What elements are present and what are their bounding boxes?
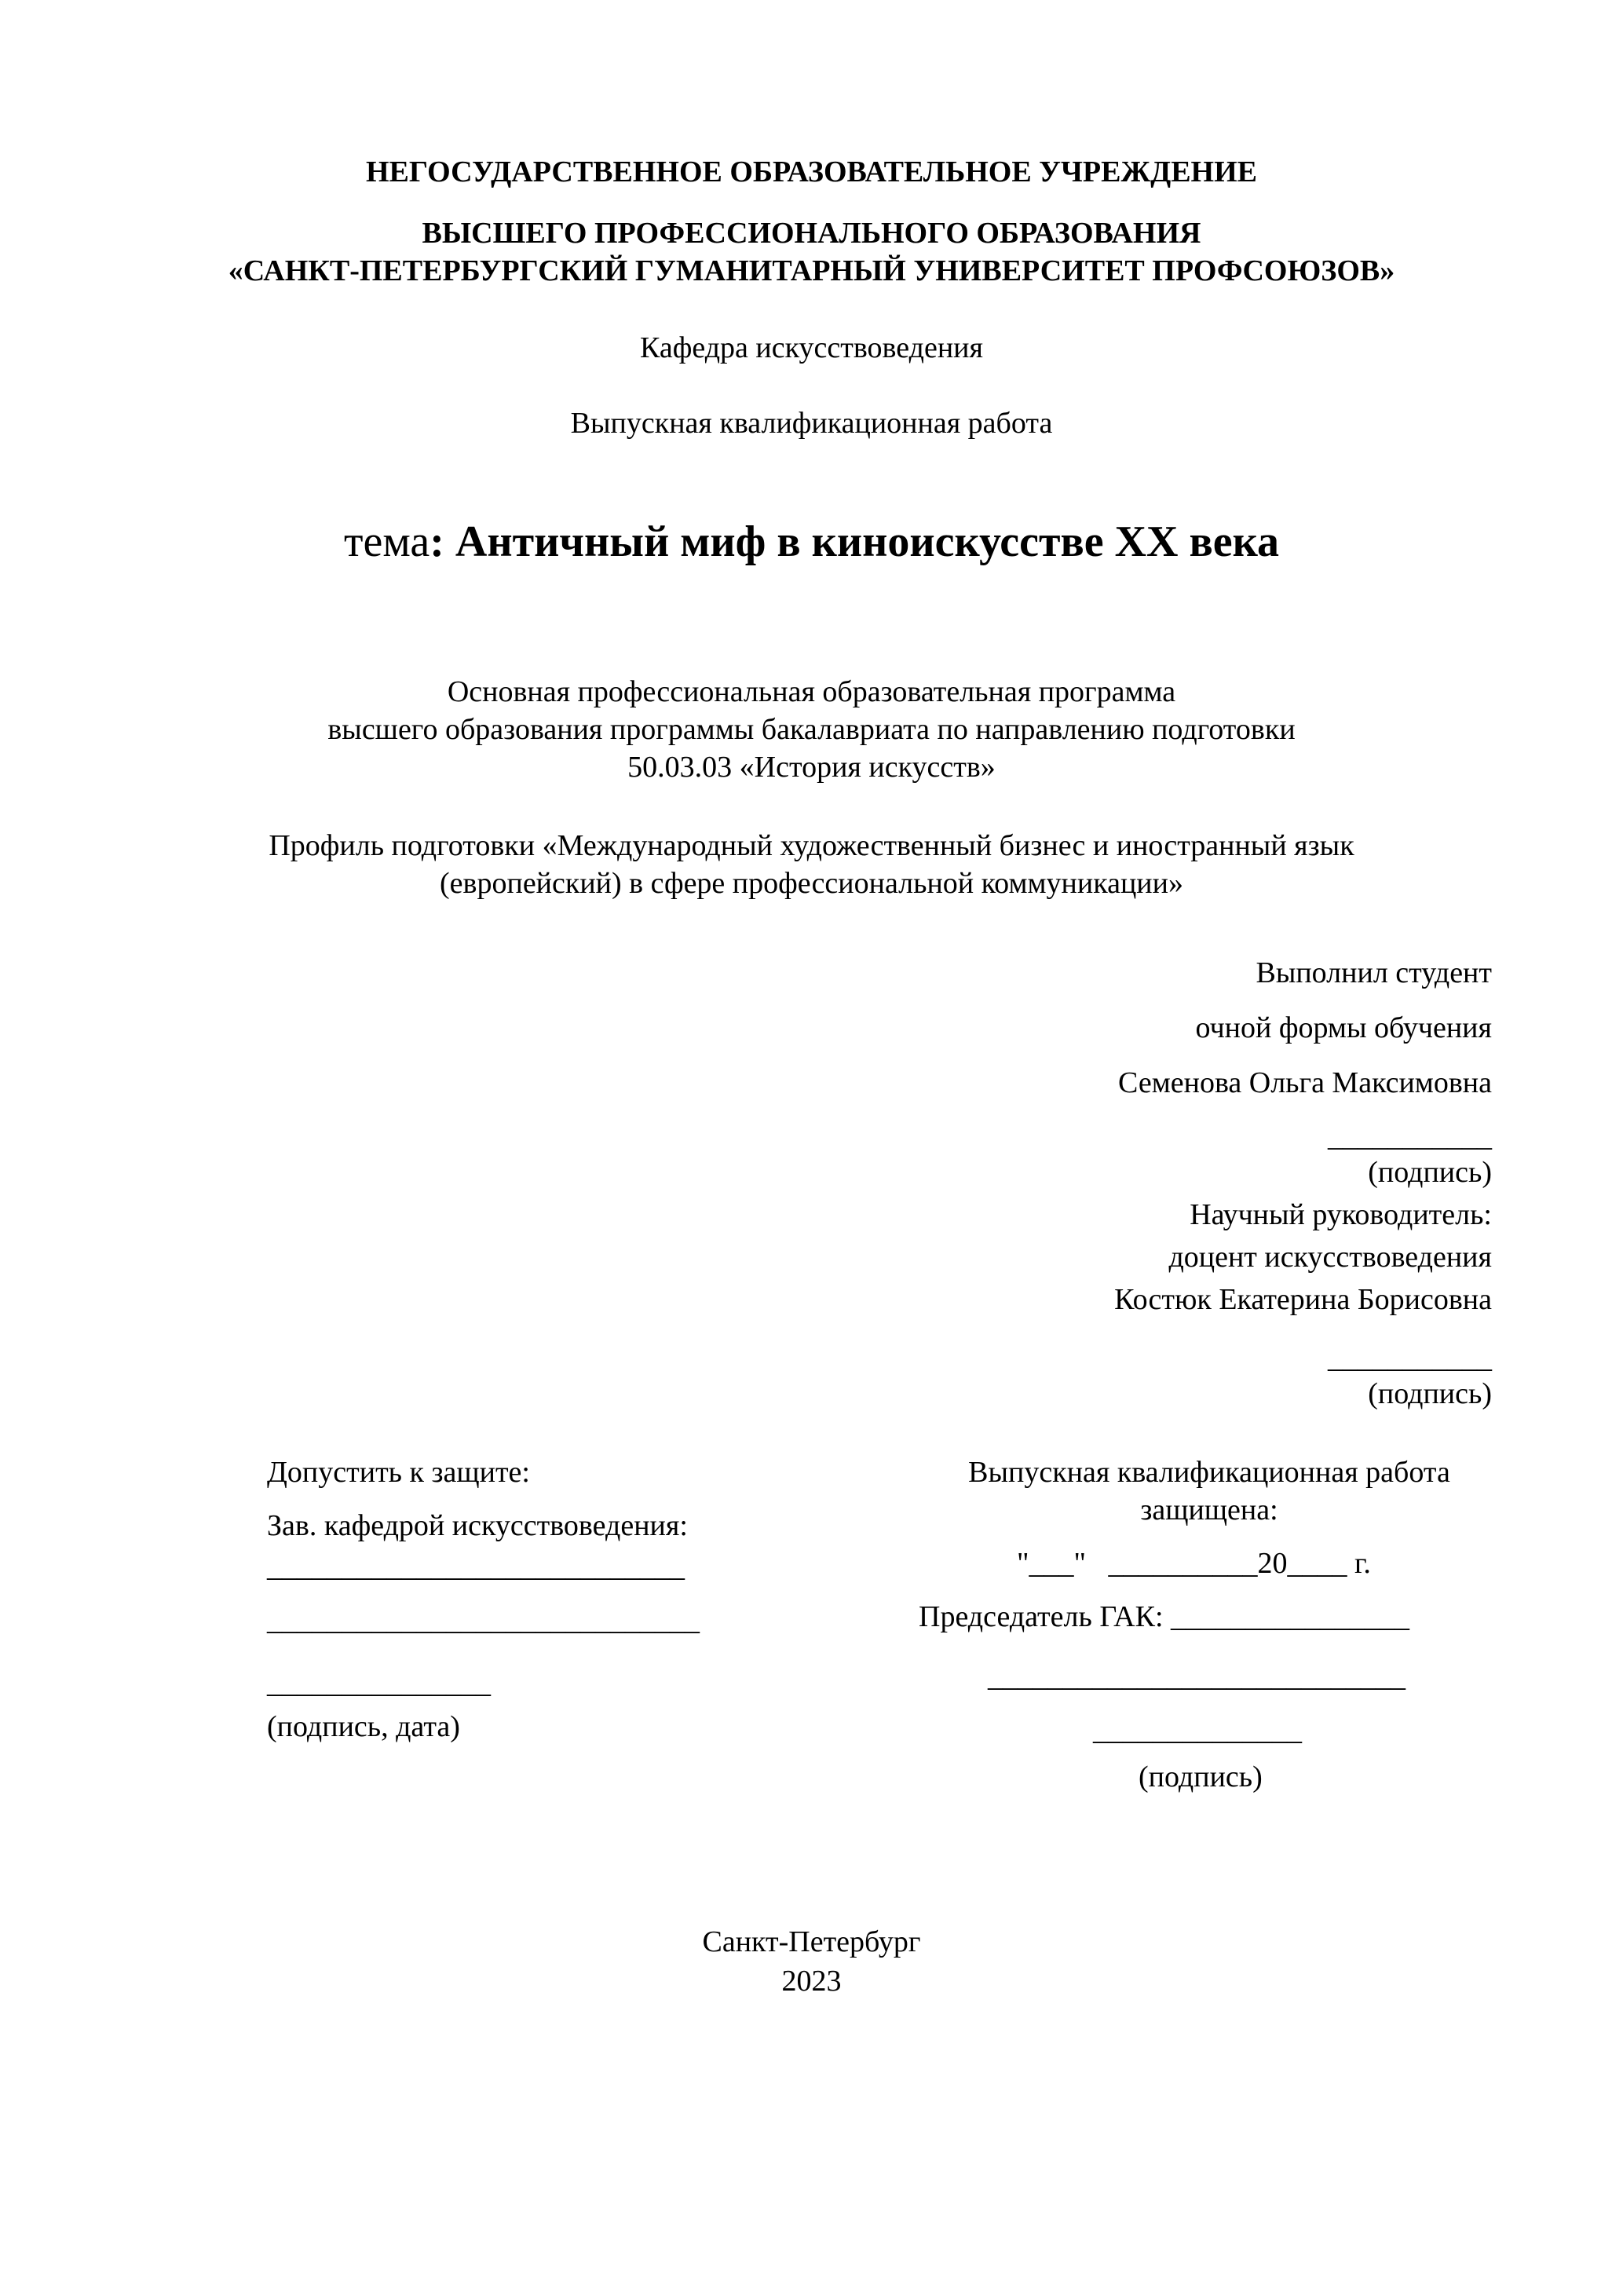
supervisor-signature-line: ___________ <box>1328 1341 1492 1374</box>
topic-prefix: тема <box>344 517 430 566</box>
supervisor-position: доцент искусствоведения <box>1168 1241 1492 1274</box>
defense-line-2: защищена: <box>1140 1493 1278 1526</box>
admission-signature-line-2: _____________________________ <box>267 1603 700 1636</box>
topic-title: : Античный миф в киноискусстве XX века <box>430 517 1279 566</box>
defense-date: "___" __________20____ г. <box>1017 1547 1371 1580</box>
city: Санкт-Петербург <box>702 1925 921 1958</box>
program-line-3: 50.03.03 «История искусств» <box>627 751 996 784</box>
supervisor-name: Костюк Екатерина Борисовна <box>1114 1283 1492 1316</box>
institution-level: ВЫСШЕГО ПРОФЕССИОНАЛЬНОГО ОБРАЗОВАНИЯ <box>422 217 1201 250</box>
student-form: очной формы обучения <box>1195 1011 1492 1044</box>
gak-chair: Председатель ГАК: ________________ <box>919 1600 1409 1633</box>
program-line-1: Основная профессиональная образовательная программа <box>447 675 1176 708</box>
admission-label: Допустить к защите: <box>267 1456 530 1489</box>
institution-type: НЕГОСУДАРСТВЕННОЕ ОБРАЗОВАТЕЛЬНОЕ УЧРЕЖДЕНИЕ <box>365 155 1258 188</box>
admission-signature-line-3: _______________ <box>267 1666 491 1699</box>
student-label: Выполнил студент <box>1256 956 1492 989</box>
admission-signature-label: (подпись, дата) <box>267 1710 460 1743</box>
year: 2023 <box>781 1965 842 1998</box>
work-type: Выпускная квалификационная работа <box>570 407 1053 440</box>
supervisor-signature-label: (подпись) <box>1368 1377 1492 1410</box>
topic <box>0 517 1623 567</box>
student-signature-label: (подпись) <box>1368 1156 1492 1189</box>
defense-signature-label: (подпись) <box>1139 1760 1263 1793</box>
program-line-2: высшего образования программы бакалавриата по направлению подготовки <box>327 713 1296 746</box>
defense-signature-line-1: ____________________________ <box>988 1660 1406 1693</box>
student-signature-line: ___________ <box>1328 1120 1492 1153</box>
profile-line-2: (европейский) в сфере профессиональной коммуникации» <box>440 867 1183 900</box>
supervisor-label: Научный руководитель: <box>1190 1198 1492 1231</box>
defense-line-1: Выпускная квалификационная работа <box>968 1456 1450 1489</box>
profile-line-1: Профиль подготовки «Международный художественный бизнес и иностранный язык <box>269 829 1354 862</box>
defense-signature-line-2: ______________ <box>1093 1713 1302 1746</box>
admission-signature-line-1: ____________________________ <box>267 1550 685 1583</box>
student-name: Семенова Ольга Максимовна <box>1118 1066 1492 1099</box>
department-head-label: Зав. кафедрой искусствоведения: <box>267 1509 688 1542</box>
department: Кафедра искусствоведения <box>640 331 983 364</box>
institution-name: «САНКТ-ПЕТЕРБУРГСКИЙ ГУМАНИТАРНЫЙ УНИВЕРСИТЕТ ПРОФСОЮЗОВ» <box>228 254 1395 287</box>
